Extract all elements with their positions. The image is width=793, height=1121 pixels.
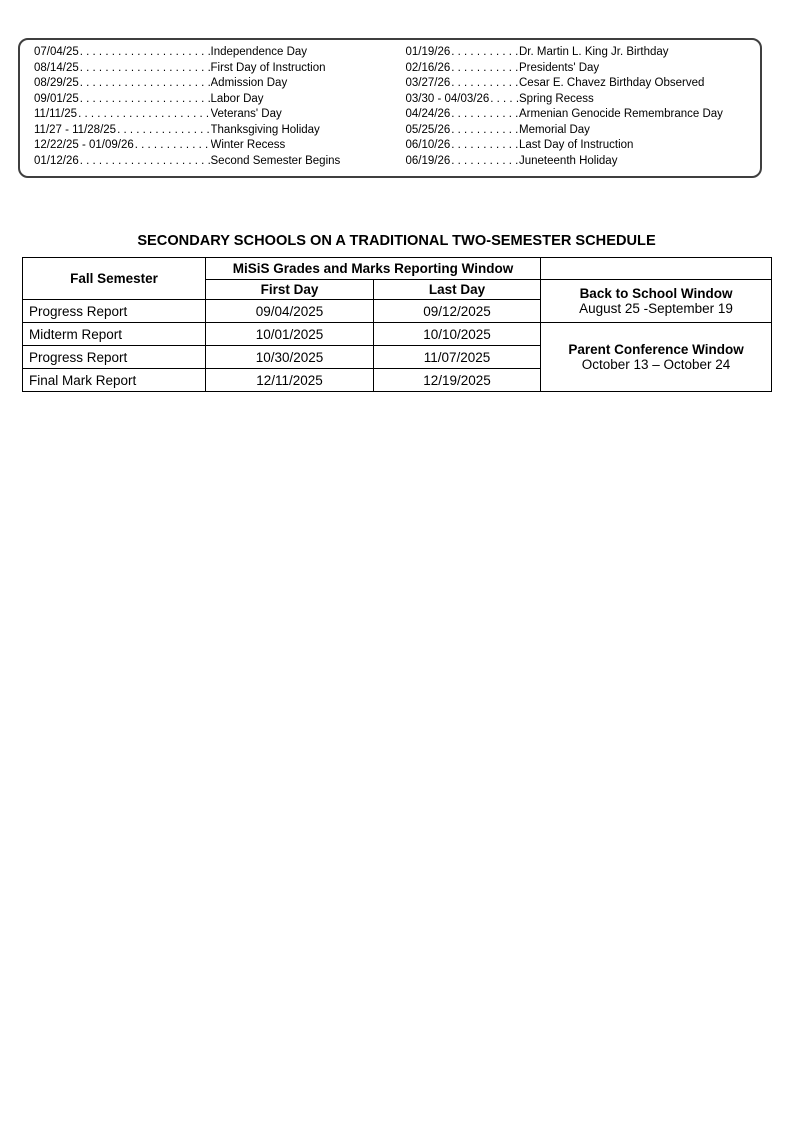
calendar-entry (34, 93, 376, 109)
calendar-entry (34, 155, 376, 171)
calendar-entry (34, 62, 376, 78)
section-title: SECONDARY SCHOOLS ON A TRADITIONAL TWO-SEMESTER SCHEDULE (137, 233, 656, 249)
parent-conference-dates: October 13 – October 24 (581, 357, 731, 372)
calendar-label: Cesar E. Chavez Birthday Observed (519, 77, 705, 89)
fall-semester-header: Fall Semester (23, 258, 206, 300)
last-day-value: 12/19/2025 (374, 369, 541, 392)
calendar-label: Presidents' Day (519, 61, 600, 74)
calendar-date: 04/24/26 (405, 108, 451, 120)
calendar-date: 08/14/25 (34, 61, 79, 74)
parent-conference-title: Parent Conference Window (568, 342, 744, 357)
calendar-label: Armenian Genocide Remembrance Day (519, 108, 723, 120)
report-name: Final Mark Report (23, 369, 206, 392)
calendar-left-column (34, 46, 376, 170)
calendar-entry (406, 155, 748, 171)
parent-conference-window-cell (541, 323, 772, 392)
calendar-date: 05/25/26 (405, 123, 451, 136)
calendar-label: Veterans' Day (210, 108, 282, 120)
calendar-label: Last Day of Instruction (519, 139, 634, 151)
calendar-date: 03/30 - 04/03/26 (405, 92, 490, 105)
calendar-date: 12/22/25 - 01/09/26 (34, 139, 134, 151)
calendar-entry (406, 93, 748, 109)
dot-leader (489, 93, 519, 105)
calendar-date: 06/19/26 (405, 154, 451, 167)
calendar-entry (34, 77, 376, 93)
last-day-header: Last Day (374, 280, 541, 300)
calendar-entry (406, 124, 748, 140)
calendar-label: Admission Day (210, 77, 288, 89)
calendar-date: 07/04/25 (34, 46, 79, 58)
calendar-right-column (406, 46, 748, 170)
calendar-entry (406, 62, 748, 78)
dot-leader (79, 93, 211, 105)
calendar-date: 11/11/25 (34, 108, 78, 120)
first-day-value: 09/04/2025 (206, 300, 374, 323)
calendar-entry (34, 139, 376, 155)
dot-leader (77, 108, 210, 120)
calendar-entry (34, 46, 376, 62)
last-day-value: 11/07/2025 (374, 346, 541, 369)
last-day-value: 10/10/2025 (374, 323, 541, 346)
dot-leader (450, 62, 519, 74)
calendar-label: Winter Recess (210, 139, 286, 151)
calendar-label: Thanksgiving Holiday (210, 123, 320, 136)
dot-leader (79, 62, 211, 74)
back-to-school-title: Back to School Window (579, 286, 733, 301)
calendar-date: 03/27/26 (405, 77, 451, 89)
first-day-value: 10/30/2025 (206, 346, 374, 369)
dot-leader (450, 155, 519, 167)
first-day-value: 12/11/2025 (206, 369, 374, 392)
first-day-value: 10/01/2025 (206, 323, 374, 346)
dot-leader (450, 139, 519, 151)
calendar-entry (34, 108, 376, 124)
reporting-window-table (22, 257, 772, 392)
calendar-date: 06/10/26 (405, 139, 451, 151)
calendar-label: Memorial Day (519, 123, 590, 136)
dot-leader (79, 46, 211, 58)
dot-leader (79, 77, 211, 89)
calendar-date: 01/12/26 (34, 154, 79, 167)
empty-cell (541, 258, 772, 280)
report-name: Progress Report (23, 300, 206, 323)
report-name: Midterm Report (23, 323, 206, 346)
back-to-school-dates: August 25 -September 19 (579, 301, 733, 316)
calendar-entry (406, 77, 748, 93)
last-day-value: 09/12/2025 (374, 300, 541, 323)
calendar-date: 01/19/26 (405, 46, 451, 58)
first-day-header: First Day (206, 280, 374, 300)
calendar-date: 02/16/26 (405, 61, 451, 74)
calendar-date: 11/27 - 11/28/25 (34, 123, 117, 136)
calendar-label: First Day of Instruction (210, 61, 326, 74)
calendar-entry (406, 139, 748, 155)
calendar-entry (34, 124, 376, 140)
holiday-calendar-box (18, 38, 762, 178)
calendar-entry (406, 46, 748, 62)
calendar-label: Second Semester Begins (210, 154, 341, 167)
dot-leader (134, 139, 211, 151)
dot-leader (450, 46, 519, 58)
back-to-school-window-cell (541, 280, 772, 323)
calendar-label: Spring Recess (519, 92, 594, 105)
misis-reporting-header: MiSiS Grades and Marks Reporting Window (206, 258, 541, 280)
dot-leader (79, 155, 211, 167)
dot-leader (450, 108, 519, 120)
calendar-date: 08/29/25 (34, 77, 79, 89)
calendar-label: Labor Day (210, 92, 264, 105)
calendar-date: 09/01/25 (34, 92, 79, 105)
calendar-label: Independence Day (210, 46, 308, 58)
dot-leader (450, 124, 519, 136)
dot-leader (450, 77, 519, 89)
calendar-entry (406, 108, 748, 124)
report-name: Progress Report (23, 346, 206, 369)
calendar-label: Dr. Martin L. King Jr. Birthday (519, 46, 669, 58)
dot-leader (116, 124, 210, 136)
calendar-label: Juneteenth Holiday (519, 154, 618, 167)
